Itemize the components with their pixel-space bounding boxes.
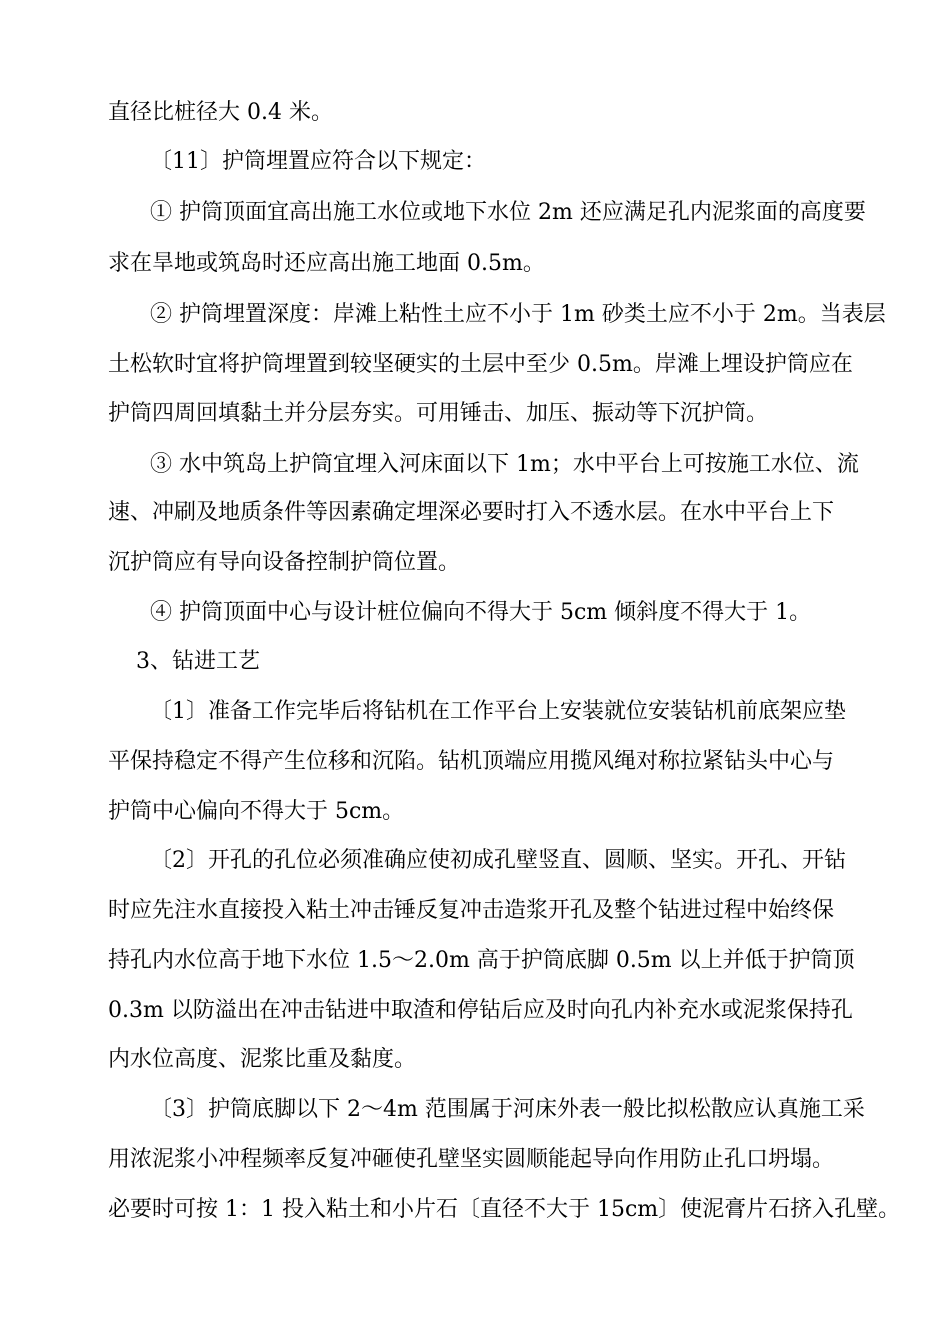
text-line: ① 护筒顶面宜高出施工水位或地下水位 2m 还应满足孔内泥浆面的高度要 — [150, 200, 866, 225]
text-line: 持孔内水位高于地下水位 1.5～2.0m 高于护筒底脚 0.5m 以上并低于护筒顶 — [108, 948, 855, 973]
text-line: 速、冲刷及地质条件等因素确定埋深必要时打入不透水层。在水中平台上下 — [108, 500, 835, 525]
text-line: 护筒四周回填黏土并分层夯实。可用锤击、加压、振动等下沉护筒。 — [108, 401, 769, 426]
text-line: 用浓泥浆小冲程频率反复冲砸使孔壁坚实圆顺能起导向作用防止孔口坍塌。 — [108, 1147, 835, 1172]
text-line: 护筒中心偏向不得大于 5cm。 — [108, 799, 405, 824]
text-line: ③ 水中筑岛上护筒宜埋入河床面以下 1m；水中平台上可按施工水位、流 — [150, 452, 859, 477]
text-line: 〔3〕护筒底脚以下 2～4m 范围属于河床外表一般比拟松散应认真施工采 — [150, 1097, 865, 1122]
text-line: ④ 护筒顶面中心与设计桩位偏向不得大于 5cm 倾斜度不得大于 1。 — [150, 600, 812, 625]
text-line: 〔2〕开孔的孔位必须准确应使初成孔壁竖直、圆顺、坚实。开孔、开钻 — [150, 848, 846, 873]
text-line: 内水位高度、泥浆比重及黏度。 — [108, 1047, 417, 1072]
text-line: 直径比桩径大 0.4 米。 — [108, 100, 333, 125]
text-line: 沉护筒应有导向设备控制护筒位置。 — [108, 550, 461, 575]
text-line: 必要时可按 1：1 投入粘土和小片石〔直径不大于 15cm〕使泥膏片石挤入孔壁。 — [108, 1197, 901, 1222]
text-line: 时应先注水直接投入粘土冲击锤反复冲击造浆开孔及整个钻进过程中始终保 — [108, 898, 835, 923]
text-line: 平保持稳定不得产生位移和沉陷。钻机顶端应用揽风绳对称拉紧钻头中心与 — [108, 749, 835, 774]
text-line: 土松软时宜将护筒埋置到较坚硬实的土层中至少 0.5m。岸滩上埋设护筒应在 — [108, 352, 853, 377]
text-line: 〔1〕准备工作完毕后将钻机在工作平台上安装就位安装钻机前底架应垫 — [150, 699, 846, 724]
section-heading-3: 3、钻进工艺 — [136, 649, 260, 674]
text-line: 0.3m 以防溢出在冲击钻进中取渣和停钻后应及时向孔内补充水或泥浆保持孔 — [108, 998, 853, 1023]
section-heading-11: 〔11〕护筒埋置应符合以下规定： — [150, 149, 486, 174]
text-line: 求在旱地或筑岛时还应高出施工地面 0.5m。 — [108, 251, 545, 276]
text-line: ② 护筒埋置深度：岸滩上粘性土应不小于 1m 砂类土应不小于 2m。当表层 — [150, 302, 886, 327]
